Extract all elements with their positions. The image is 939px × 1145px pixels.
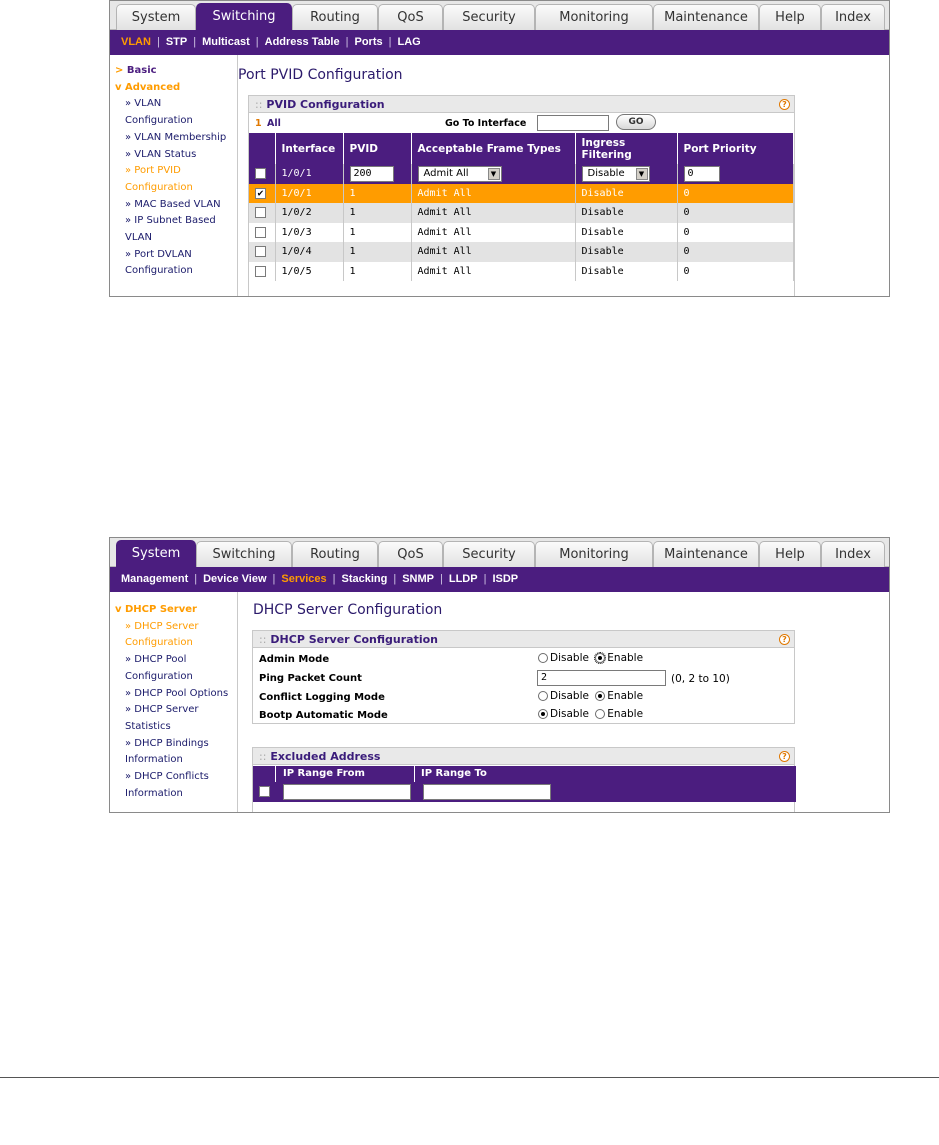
bootp-enable-radio[interactable] [595, 709, 605, 719]
tab-qos[interactable]: QoS [378, 541, 443, 567]
subnav-snmp[interactable]: SNMP [402, 573, 434, 585]
conflict-logging-enable-radio[interactable] [595, 691, 605, 701]
subnav-isdp[interactable]: ISDP [492, 573, 519, 585]
all-label[interactable]: All [267, 118, 281, 129]
bootp-disable-radio[interactable] [538, 709, 548, 719]
nav-mac-based-vlan[interactable]: » MAC Based VLAN [125, 198, 221, 210]
admin-mode-options: Disable Enable [538, 652, 643, 664]
nav-vlan-configuration[interactable]: » VLAN [125, 98, 162, 110]
row-checkbox[interactable] [255, 227, 266, 238]
subnav-multicast[interactable]: Multicast [202, 36, 250, 48]
tab-security[interactable]: Security [443, 541, 535, 567]
tab-help[interactable]: Help [759, 4, 821, 30]
nav-dhcp-server-config-cont[interactable]: Configuration [125, 637, 193, 649]
cell-ingress: Disable [575, 203, 677, 223]
cell-frame-types: Admit All [411, 262, 575, 282]
col-priority: Port Priority [677, 133, 794, 164]
col-pvid: PVID [343, 133, 411, 164]
row-checkbox[interactable] [255, 266, 266, 277]
subnav-address-table[interactable]: Address Table [264, 36, 340, 48]
ping-count-label: Ping Packet Count [259, 673, 362, 684]
tab-monitoring[interactable]: Monitoring [535, 541, 653, 567]
nav-ip-subnet-vlan[interactable]: » IP Subnet Based [125, 215, 216, 227]
cell-frame-types: Admit All [411, 184, 575, 204]
cell-priority: 0 [677, 223, 794, 243]
table-row[interactable] [249, 223, 794, 243]
ping-count-input[interactable]: 2 [537, 670, 666, 686]
pvid-screenshot [109, 0, 890, 297]
tab-system[interactable]: System [116, 4, 196, 30]
subnav-lldp[interactable]: LLDP [448, 573, 478, 585]
panel-header: :: PVID Configuration ? [249, 96, 794, 113]
nav-dhcp-server-stats-cont[interactable]: Statistics [125, 720, 171, 732]
excluded-header-row [253, 766, 796, 782]
dhcp-config-panel [252, 630, 795, 724]
help-icon[interactable]: ? [779, 99, 790, 110]
row-checkbox[interactable] [249, 164, 275, 184]
go-button[interactable]: GO [616, 114, 656, 130]
tab-index[interactable]: Index [821, 541, 885, 567]
main-content [238, 592, 889, 812]
nav-dhcp-conflicts-cont[interactable]: Information [125, 787, 183, 799]
table-row[interactable] [249, 203, 794, 223]
tab-index[interactable]: Index [821, 4, 885, 30]
table-row[interactable] [249, 262, 794, 282]
conflict-logging-options: Disable Enable [538, 690, 643, 702]
nav-vlan-status[interactable]: » VLAN Status [125, 148, 197, 160]
panel-header: :: DHCP Server Configuration ? [253, 631, 794, 648]
all-row [249, 113, 794, 133]
ping-count-range: (0, 2 to 10) [671, 673, 730, 685]
cell-frame-types: Admit All [411, 242, 575, 262]
nav-vlan-membership[interactable]: » VLAN Membership [125, 131, 227, 143]
nav-port-pvid[interactable]: » Port PVID [125, 165, 181, 177]
nav-dhcp-conflicts[interactable]: » DHCP Conflicts [125, 771, 209, 783]
panel-header: :: Excluded Address ? [253, 748, 794, 765]
nav-dhcp-pool-options[interactable]: » DHCP Pool Options [125, 687, 229, 699]
all-expand-icon[interactable]: 1 [255, 118, 262, 129]
conflict-logging-label: Conflict Logging Mode [259, 692, 385, 703]
tab-routing[interactable]: Routing [292, 4, 378, 30]
subnav-device-view[interactable]: Device View [203, 573, 267, 585]
ingress-cell [575, 164, 677, 184]
table-row[interactable] [249, 242, 794, 262]
cell-pvid: 1 [343, 242, 411, 262]
admin-mode-enable-radio[interactable] [595, 653, 605, 663]
cell-priority: 0 [677, 184, 794, 204]
cell-ingress: Disable [575, 223, 677, 243]
nav-dhcp-bindings-cont[interactable]: Information [125, 754, 183, 766]
nav-advanced[interactable]: v Advanced [115, 81, 181, 93]
chevron-down-icon: ▼ [488, 168, 500, 180]
ingress-select[interactable]: Disable ▼ [582, 166, 650, 182]
tab-maintenance[interactable]: Maintenance [653, 541, 759, 567]
left-navigation [110, 592, 238, 813]
pvid-cell [343, 164, 411, 184]
bootp-options: Disable Enable [538, 708, 643, 720]
conflict-logging-disable-radio[interactable] [538, 691, 548, 701]
nav-ip-subnet-vlan-cont[interactable]: VLAN [125, 232, 152, 244]
table-row-edit [249, 164, 794, 184]
go-to-interface-label: Go To Interface [445, 118, 527, 129]
cell-interface: 1/0/1 [275, 184, 343, 204]
admin-mode-disable-radio[interactable] [538, 653, 548, 663]
row-checkbox[interactable]: ✔ [255, 188, 266, 199]
frame-types-cell [411, 164, 575, 184]
nav-dhcp-bindings[interactable]: » DHCP Bindings [125, 737, 209, 749]
col-ip-range-from: IP Range From [283, 768, 365, 779]
cell-pvid: 1 [343, 203, 411, 223]
nav-port-dvlan[interactable]: » Port DVLAN [125, 248, 192, 260]
panel-title: Excluded Address [270, 750, 381, 763]
nav-dhcp-server-stats[interactable]: » DHCP Server [125, 704, 199, 716]
nav-dhcp-server[interactable]: v DHCP Server [115, 604, 197, 615]
row-checkbox[interactable] [259, 786, 270, 797]
page-title: Port PVID Configuration [238, 67, 403, 83]
col-interface: Interface [275, 133, 343, 164]
cell-priority: 0 [677, 242, 794, 262]
ip-range-to-input[interactable] [423, 784, 551, 800]
dhcp-screenshot [109, 537, 890, 813]
subnav-lag[interactable]: LAG [397, 36, 421, 48]
tab-routing[interactable]: Routing [292, 541, 378, 567]
sub-navigation: Management | Device View | Services | Stacking | SNMP | LLDP | ISDP [110, 567, 890, 592]
ip-range-from-input[interactable] [283, 784, 411, 800]
row-checkbox[interactable] [255, 246, 266, 257]
bootp-label: Bootp Automatic Mode [259, 710, 388, 721]
cell-interface: 1/0/5 [275, 262, 343, 282]
cell-frame-types: Admit All [411, 223, 575, 243]
cell-pvid: 1 [343, 262, 411, 282]
cell-interface: 1/0/4 [275, 242, 343, 262]
cell-pvid: 1 [343, 184, 411, 204]
help-icon[interactable]: ? [779, 751, 790, 762]
tab-system[interactable]: System [116, 540, 196, 568]
chevron-down-icon: ▼ [636, 168, 648, 180]
pvid-panel [248, 95, 795, 297]
pvid-table [249, 133, 794, 281]
cell-interface: 1/0/2 [275, 203, 343, 223]
col-ingress: Ingress Filtering [575, 133, 677, 164]
nav-dhcp-server-config[interactable]: » DHCP Server [125, 620, 199, 632]
tab-switching[interactable]: Switching [196, 3, 292, 31]
subnav-stacking[interactable]: Stacking [341, 573, 388, 585]
excluded-edit-row [253, 782, 796, 802]
pvid-input[interactable]: 200 [350, 166, 394, 182]
left-navigation [110, 55, 238, 297]
subnav-management[interactable]: Management [121, 573, 189, 585]
nav-dhcp-pool-config[interactable]: » DHCP Pool [125, 654, 187, 666]
go-to-interface-input[interactable] [537, 115, 609, 131]
col-frame-types: Acceptable Frame Types [411, 133, 575, 164]
page-footer-rule [0, 1077, 939, 1078]
panel-title: DHCP Server Configuration [270, 633, 438, 646]
tab-qos[interactable]: QoS [378, 4, 443, 30]
cell-frame-types: Admit All [411, 203, 575, 223]
nav-basic[interactable]: > Basic [115, 65, 157, 76]
table-row[interactable] [249, 184, 794, 204]
cell-priority: 0 [677, 262, 794, 282]
frame-types-select[interactable]: Admit All ▼ [418, 166, 502, 182]
edit-interface: 1/0/1 [275, 164, 343, 184]
cell-ingress: Disable [575, 184, 677, 204]
panel-title: PVID Configuration [266, 98, 385, 111]
nav-port-pvid-cont[interactable]: Configuration [125, 181, 193, 193]
tab-security[interactable]: Security [443, 4, 535, 30]
main-content [238, 55, 889, 296]
sub-navigation: VLAN | STP | Multicast | Address Table | Ports | LAG [110, 30, 890, 55]
nav-vlan-configuration-cont[interactable]: Configuration [125, 115, 193, 127]
subnav-ports[interactable]: Ports [354, 36, 383, 48]
row-checkbox[interactable] [255, 207, 266, 218]
nav-dhcp-pool-config-cont[interactable]: Configuration [125, 670, 193, 682]
cell-ingress: Disable [575, 242, 677, 262]
excluded-address-panel [252, 747, 795, 813]
cell-ingress: Disable [575, 262, 677, 282]
subnav-stp[interactable]: STP [165, 36, 188, 48]
tab-switching[interactable]: Switching [196, 541, 292, 567]
tab-help[interactable]: Help [759, 541, 821, 567]
cell-interface: 1/0/3 [275, 223, 343, 243]
priority-cell [677, 164, 794, 184]
tab-monitoring[interactable]: Monitoring [535, 4, 653, 30]
col-select [249, 133, 275, 164]
col-ip-range-to: IP Range To [421, 768, 487, 779]
page-title: DHCP Server Configuration [253, 602, 443, 618]
tab-maintenance[interactable]: Maintenance [653, 4, 759, 30]
main-tab-bar [110, 538, 890, 567]
subnav-services[interactable]: Services [281, 573, 327, 585]
nav-port-dvlan-cont[interactable]: Configuration [125, 265, 193, 277]
admin-mode-label: Admin Mode [259, 654, 330, 665]
help-icon[interactable]: ? [779, 634, 790, 645]
cell-pvid: 1 [343, 223, 411, 243]
main-tab-bar [110, 1, 890, 30]
cell-priority: 0 [677, 203, 794, 223]
subnav-vlan[interactable]: VLAN [121, 36, 151, 48]
priority-input[interactable]: 0 [684, 166, 720, 182]
